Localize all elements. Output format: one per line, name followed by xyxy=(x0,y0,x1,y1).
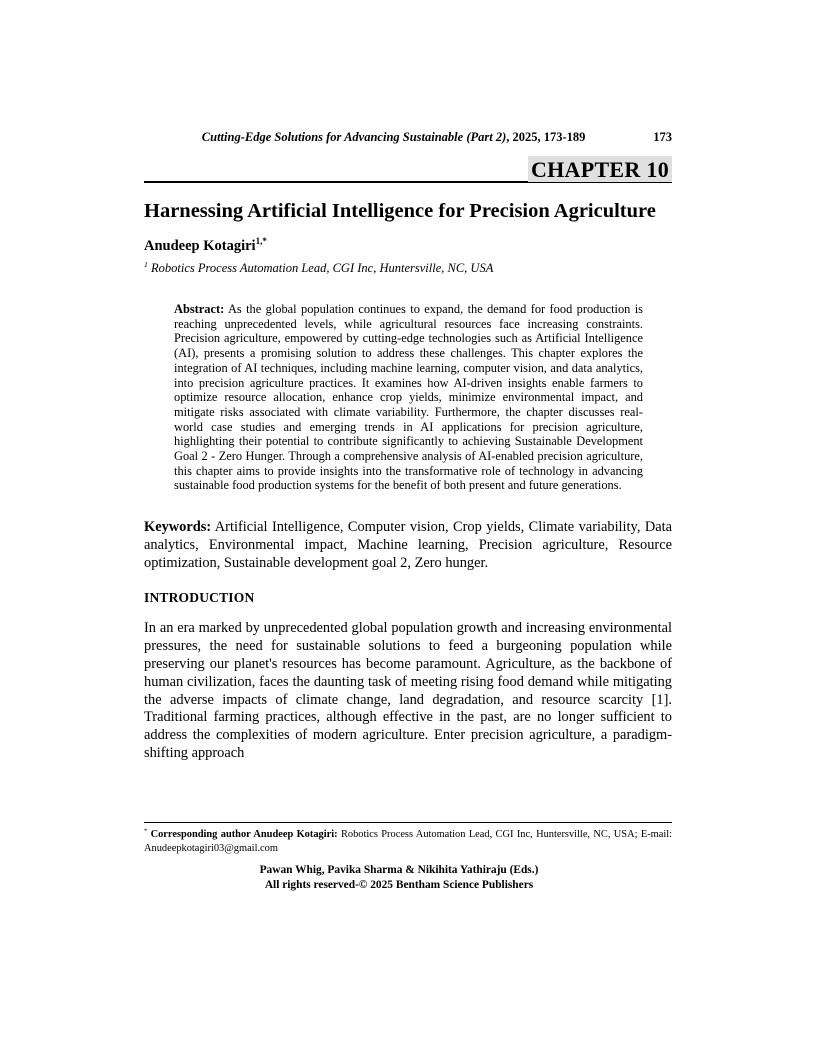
affiliation-text: Robotics Process Automation Lead, CGI Inc, Huntersville, NC, USA xyxy=(147,261,494,276)
abstract-block xyxy=(174,302,643,493)
chapter-title: Harnessing Artificial Intelligence for Precision Agriculture xyxy=(144,200,656,222)
abstract-label: Abstract: xyxy=(174,302,225,317)
abstract-text: As the global population continues to expand, the demand for food production is reaching unprecedented levels, while agricultural resources face increasing constraints. Precision agriculture, empowered by cutting-edge technologies such as Artificial Intelligence (AI), presents a promising solution to address these challenges. This chapter explores the integration of AI techniques, including machine learning, computer vision, and data analytics, into precision agriculture practices. It examines how AI-driven insights enable farmers to optimize resource allocation, enhance crop yields, minimize environmental impact, and mitigate risks associated with climate variability. Furthermore, the chapter discusses real-world case studies and emerging trends in AI applications for precision agriculture, highlighting their potential to contribute significantly to achieving Sustainable Development Goal 2 - Zero Hunger. Through a comprehensive analysis of AI-enabled precision agriculture, this chapter aims to provide insights into the transformative role of technology in advancing sustainable food production systems for the benefit of both present and future generations. xyxy=(174,302,643,493)
footer-copyright: All rights reserved-© 2025 Bentham Science Publishers xyxy=(264,879,534,892)
author-line xyxy=(144,238,672,255)
running-title xyxy=(144,130,643,145)
running-head xyxy=(144,130,672,145)
chapter-banner-row xyxy=(144,156,672,183)
author-name: Anudeep Kotagiri xyxy=(144,238,256,255)
keywords-label: Keywords: xyxy=(144,519,212,536)
keywords-text: Artificial Intelligence, Computer vision, Crop yields, Climate variability, Data analytics, Environmental impact, Machine learning, Precision agriculture, Resource optimization, Sustainable development goal 2, Zero hunger. xyxy=(144,519,672,571)
footer-editors: Pawan Whig, Pavika Sharma & Nikihita Yathiraju (Eds.) xyxy=(259,864,539,876)
page-number: 173 xyxy=(653,130,672,144)
keywords-block xyxy=(144,519,672,572)
footnote-text: Robotics Process Automation Lead, CGI Inc, Huntersville, NC, USA; E-mail: Anudeepkotagiri03@gmail.com xyxy=(144,829,673,855)
running-title-italic: Cutting-Edge Solutions for Advancing Sustainable (Part 2) xyxy=(201,130,507,144)
publisher-footer xyxy=(144,863,654,894)
corresponding-author-footnote xyxy=(144,822,672,856)
footnote-label: Corresponding author Anudeep Kotagiri: xyxy=(147,829,338,840)
section-heading-introduction: INTRODUCTION xyxy=(144,590,255,606)
affiliation-line xyxy=(144,261,672,276)
footnote-marker: * xyxy=(144,827,148,835)
introduction-paragraph: In an era marked by unprecedented global population growth and increasing environmental pressures, the need for sustainable solutions to feed a burgeoning population while preserving our planet's resources has become paramount. Agriculture, as the backbone of human civilization, faces the daunting task of meeting rising food demand while mitigating the adverse impacts of climate change, land degradation, and resource scarcity [1]. Traditional farming practices, although effective in the past, are no longer sufficient to address the complexities of modern agriculture. Enter precision agriculture, a paradigm-shifting approach xyxy=(144,620,672,761)
chapter-label: CHAPTER 10 xyxy=(528,156,672,182)
running-title-pages: , 2025, 173-189 xyxy=(506,130,586,144)
document-page xyxy=(144,130,672,763)
affiliation-superscript: 1 xyxy=(144,259,148,269)
author-superscript: 1,* xyxy=(255,236,267,247)
